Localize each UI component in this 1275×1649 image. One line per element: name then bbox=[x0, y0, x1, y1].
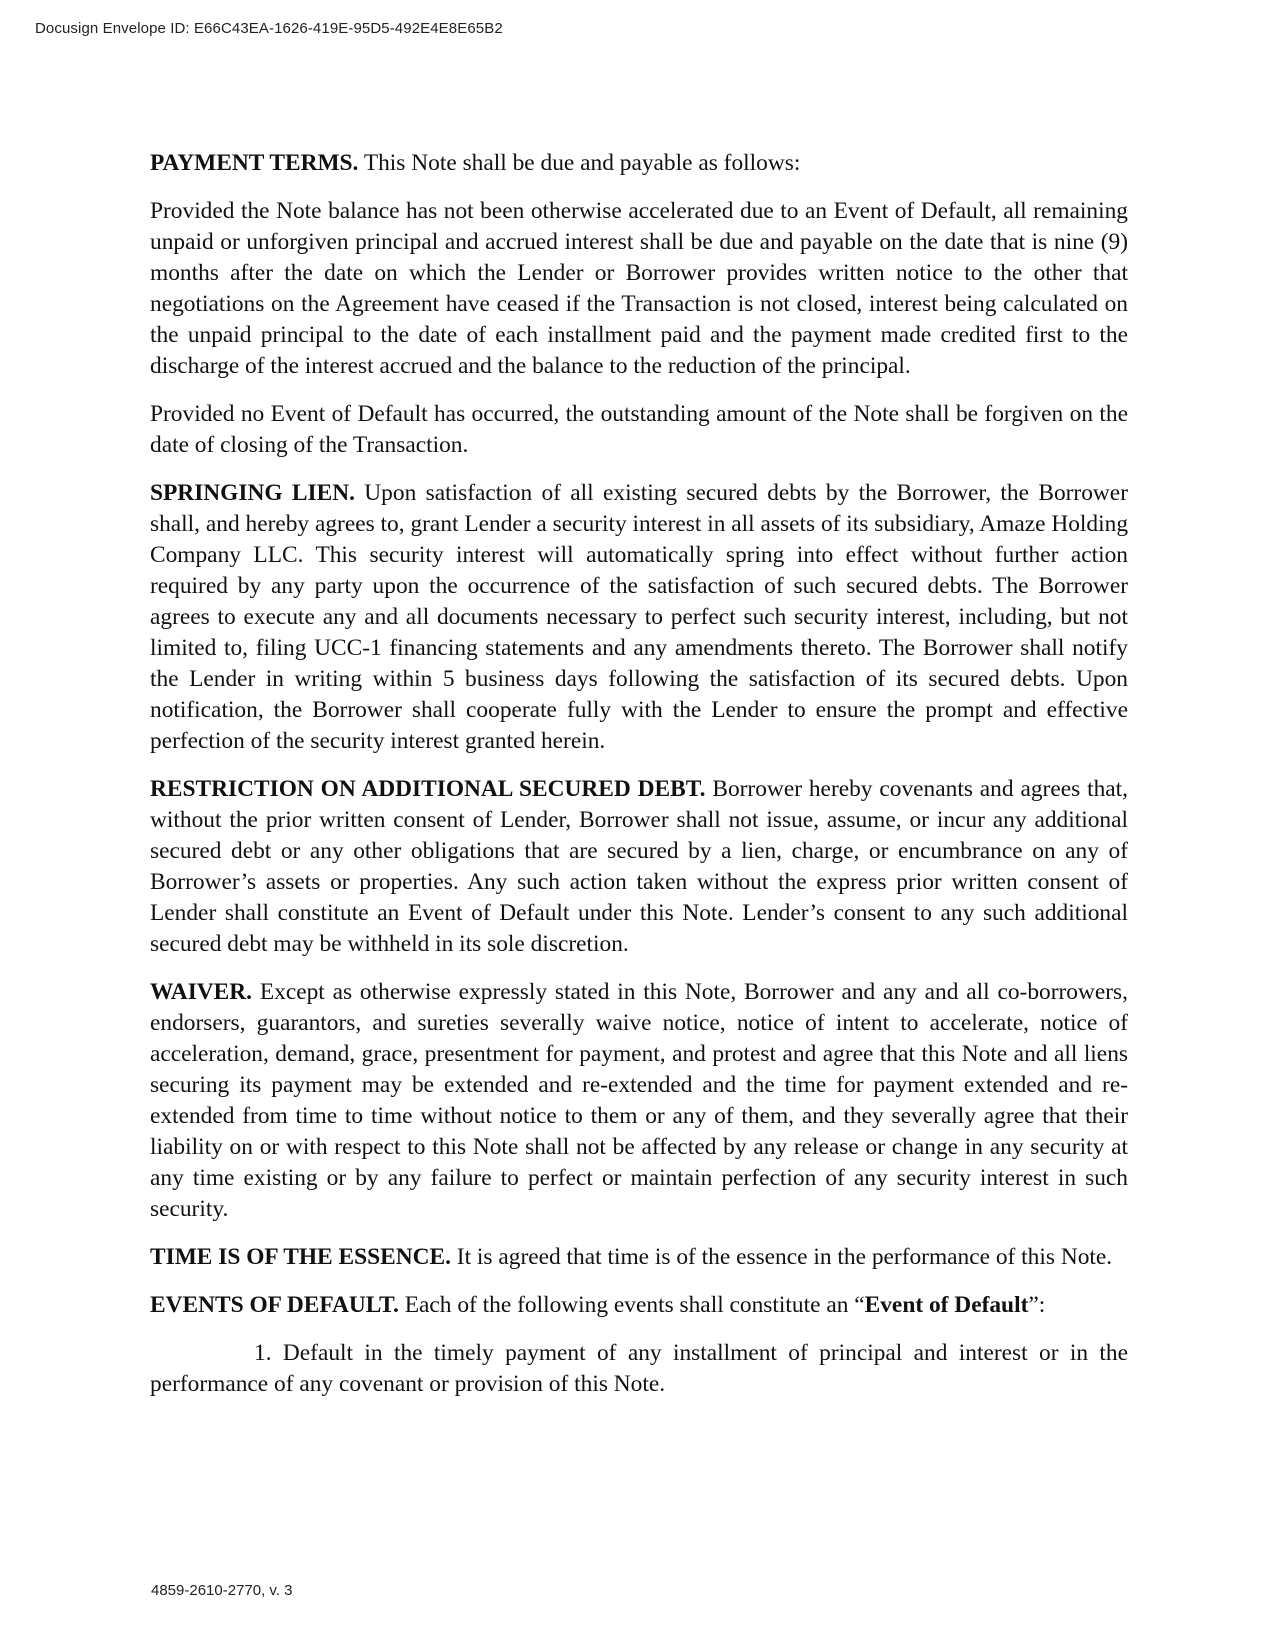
time-essence-paragraph bbox=[150, 1242, 1128, 1273]
events-default-text-before: Each of the following events shall constitute an “ bbox=[398, 1292, 865, 1318]
restriction-heading: RESTRICTION ON ADDITIONAL SECURED DEBT. bbox=[150, 776, 706, 802]
springing-lien-text: Upon satisfaction of all existing secured debts by the Borrower, the Borrower shall, and hereby agrees to, grant Lender a security interest in all assets of its subsidiary, Amaze Holding Company LLC. This security interest will automatically spring into effect without further action required by any party upon the occurrence of the satisfaction of such secured debts. The Borrower agrees to execute any and all documents necessary to perfect such security interest, including, but not limited to, filing UCC-1 financing statements and any amendments thereto. The Borrower shall notify the Lender in writing within 5 business days following the satisfaction of its secured debts. Upon notification, the Borrower shall cooperate fully with the Lender to ensure the prompt and effective perfection of the security interest granted herein. bbox=[150, 480, 1129, 754]
events-default-paragraph bbox=[150, 1290, 1128, 1321]
waiver-text: Except as otherwise expressly stated in this Note, Borrower and any and all co-borrowers, endorsers, guarantors, and sureties severally waive notice, notice of intent to accelerate, notice of acceleration, demand, grace, presentment for payment, and protest and agree that this Note and all liens securing its payment may be extended and re-extended and the time for payment extended and re-extended from time to time without notice to them or any of them, and they severally agree that their liability on or with respect to this Note shall not be affected by any release or change in any security at any time existing or by any failure to perfect or maintain perfection of any security interest in such security. bbox=[150, 979, 1128, 1222]
time-essence-heading: TIME IS OF THE ESSENCE. bbox=[150, 1244, 451, 1270]
time-essence-text: It is agreed that time is of the essence in the performance of this Note. bbox=[450, 1244, 1113, 1270]
waiver-paragraph bbox=[150, 977, 1128, 1225]
payment-terms-text: This Note shall be due and payable as follows: bbox=[358, 150, 801, 176]
events-default-heading: EVENTS OF DEFAULT. bbox=[150, 1292, 399, 1318]
payment-terms-acceleration-paragraph: Provided the Note balance has not been otherwise accelerated due to an Event of Default, all remaining unpaid or unforgiven principal and accrued interest shall be due and payable on the date that is nine (9) months after the date on which the Lender or Borrower provides written notice to the other that negotiations on the Agreement have ceased if the Transaction is not closed, interest being calculated on the unpaid principal to the date of each installment paid and the payment made credited first to the discharge of the interest accrued and the balance to the reduction of the principal. bbox=[150, 198, 1128, 379]
restriction-paragraph bbox=[150, 774, 1128, 960]
restriction-text: Borrower hereby covenants and agrees that, without the prior written consent of Lender, Borrower shall not issue, assume, or incur any additional secured debt or any other obligations that are secured by a lien, charge, or encumbrance on any of Borrower’s assets or properties. Any such action taken without the express prior written consent of Lender shall constitute an Event of Default under this Note. Lender’s consent to any such additional secured debt may be withheld in its sole discretion. bbox=[150, 776, 1128, 957]
default-item-1: 1. Default in the timely payment of any installment of principal and interest or in the performance of any covenant or provision of this Note. bbox=[150, 1340, 1128, 1397]
events-default-text-after: ”: bbox=[1028, 1292, 1046, 1318]
payment-terms-forgiveness-paragraph: Provided no Event of Default has occurred, the outstanding amount of the Note shall be forgiven on the date of closing of the Transaction. bbox=[150, 401, 1128, 458]
docusign-envelope-id: Docusign Envelope ID: E66C43EA-1626-419E-95D5-492E4E8E65B2 bbox=[35, 20, 503, 37]
document-reference-number: 4859-2610-2770, v. 3 bbox=[151, 1582, 293, 1599]
document-body bbox=[150, 148, 1128, 1417]
springing-lien-heading: SPRINGING LIEN. bbox=[150, 480, 355, 506]
payment-terms-paragraph bbox=[150, 148, 1128, 179]
payment-terms-heading: PAYMENT TERMS. bbox=[150, 150, 359, 176]
springing-lien-paragraph bbox=[150, 478, 1128, 757]
event-of-default-term: Event of Default bbox=[864, 1292, 1029, 1318]
waiver-heading: WAIVER. bbox=[150, 979, 253, 1005]
